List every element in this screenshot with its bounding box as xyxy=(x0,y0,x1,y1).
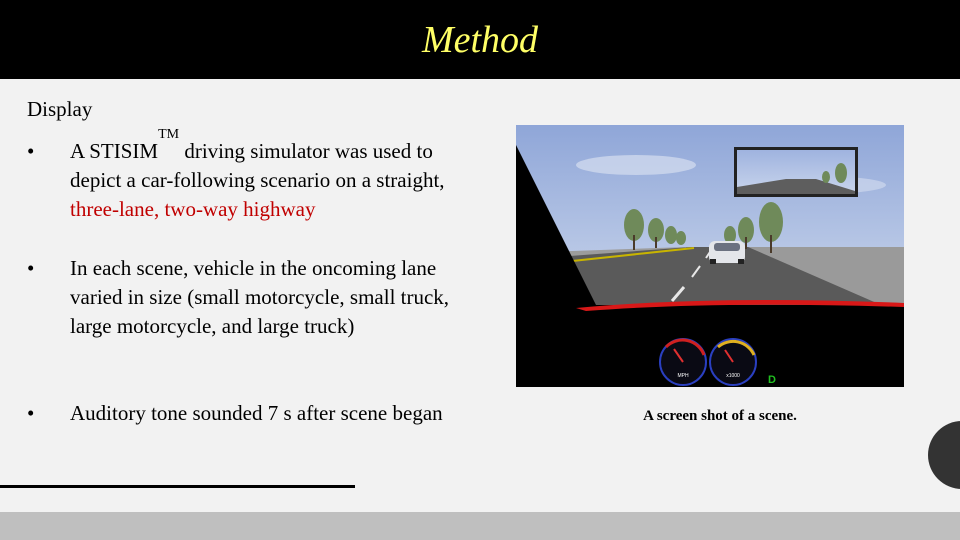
image-caption: A screen shot of a scene. xyxy=(643,408,797,424)
bullet-marker: • xyxy=(27,401,35,425)
footer-band xyxy=(0,512,960,540)
divider-line xyxy=(0,485,355,488)
bullet-text: A STISIM™ driving simulator was used to depict a car-following scenario on a straight, three-lane, two-way highway xyxy=(70,127,445,221)
bullet-text: In each scene, vehicle in the oncoming lane varied in size (small motorcycle, small truck, large motorcycle, and large truck) xyxy=(70,256,450,338)
bullet-text: Auditory tone sounded 7 s after scene began xyxy=(70,401,443,425)
simulator-screenshot xyxy=(516,125,904,387)
gear-indicator: D xyxy=(768,374,776,386)
bullet-marker: • xyxy=(27,256,35,280)
slide-title: Method xyxy=(421,19,539,61)
bullet-marker: • xyxy=(27,139,35,163)
section-heading: Display xyxy=(27,97,93,121)
decorative-circle xyxy=(928,421,960,489)
highlight-text: three-lane, two-way highway xyxy=(70,197,316,221)
tachometer-label: x1000 xyxy=(726,373,740,379)
speedometer-label: MPH xyxy=(677,373,689,379)
